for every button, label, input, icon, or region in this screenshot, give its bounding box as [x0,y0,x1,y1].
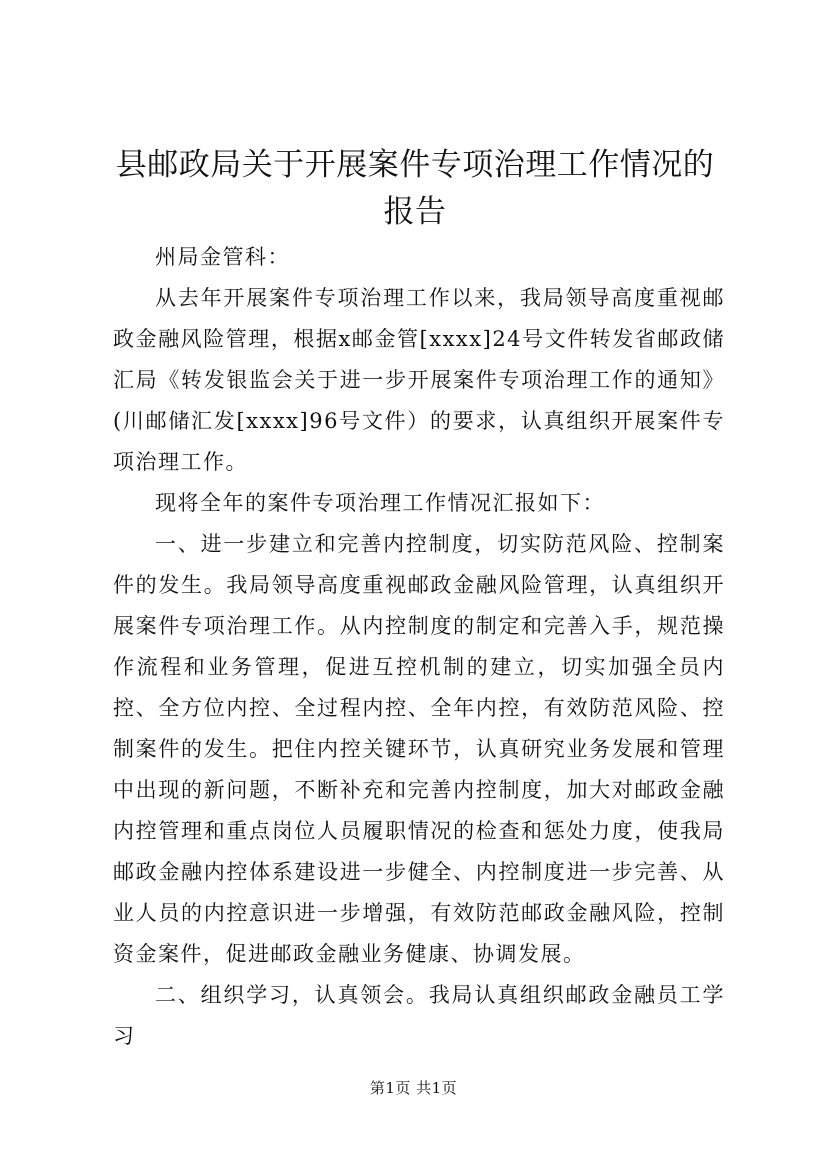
page-footer: 第1页 共1页 [369,1079,458,1097]
paragraph-1: 从去年开展案件专项治理工作以来，我局领导高度重视邮政金融风险管理，根据x邮金管[xxxx]24号文件转发省邮政储汇局《转发银监会关于进一步开展案件专项治理工作的通知》(川邮储汇发[xxxx]96号文件）的要求，认真组织开展案件专项治理工作。 [113,286,725,474]
document-title: 县邮政局关于开展案件专项治理工作情况的报告 [115,147,715,230]
paragraph-3: 一、进一步建立和完善内控制度，切实防范风险、控制案件的发生。我局领导高度重视邮政金融风险管理，认真组织开展案件专项治理工作。从内控制度的制定和完善入手，规范操作流程和业务管理，促进互控机制的建立，切实加强全员内控、全方位内控、全过程内控、全年内控，有效防范风险、控制案件的发生。把住内控关键环节，认真研究业务发展和管理中出现的新问题，不断补充和完善内控制度，加大对邮政金融内控管理和重点岗位人员履职情况的检查和惩处力度，使我局邮政金融内控体系建设进一步健全、内控制度进一步完善、从业人员的内控意识进一步增强，有效防范邮政金融风险，控制资金案件，促进邮政金融业务健康、协调发展。 [113,532,725,966]
salutation: 州局金管科： [155,245,290,269]
paragraph-4: 二、组织学习，认真领会。我局认真组织邮政金融员工学习 [113,983,725,1048]
paragraph-2: 现将全年的案件专项治理工作情况汇报如下： [155,491,605,515]
document-body [113,237,725,1057]
